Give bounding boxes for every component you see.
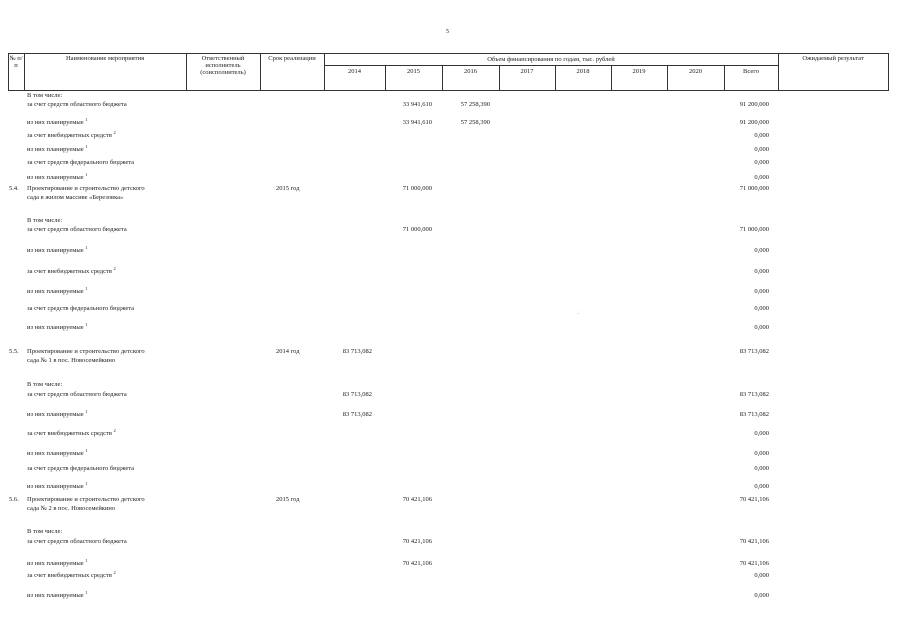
value-total: 0,000 — [754, 465, 769, 472]
row-name: за счет средств областного бюджета — [27, 101, 127, 108]
value-total: 0,000 — [754, 159, 769, 166]
row-name: сада в жилом массиве «Березовка» — [27, 194, 124, 201]
value-total: 0,000 — [754, 572, 769, 579]
header-year: 2016 — [464, 68, 477, 75]
footnote-mark: 1 — [85, 143, 88, 149]
value-total: 0,000 — [754, 132, 769, 139]
row-name: сада № 1 в пос. Новосемейкино — [27, 357, 116, 364]
row-name: из них планируемые $^1$ — [27, 244, 88, 254]
value-total: 70 421,106 — [739, 496, 769, 503]
value-2016: 57 258,390 — [460, 119, 490, 126]
footnote-mark: 2 — [113, 265, 116, 271]
header-no: № п/п — [9, 55, 23, 69]
value-2016: 57 258,390 — [460, 101, 490, 108]
header-term: Срок реализации — [268, 55, 316, 62]
row-name: из них планируемые $^1$ — [27, 171, 88, 181]
row-name: за счет внебюджетных средств $^2$ — [27, 569, 116, 579]
header-year: 2019 — [632, 68, 646, 75]
header-year: 2018 — [576, 68, 590, 75]
row-name: за счет средств федерального бюджета — [27, 465, 135, 472]
value-2015: 70 421,106 — [402, 496, 432, 503]
footnote-mark: 1 — [85, 321, 88, 327]
footnote-mark: 1 — [85, 480, 88, 486]
value-total: 70 421,106 — [739, 538, 769, 545]
row-name: за счет средств федерального бюджета — [27, 305, 135, 312]
header-year: 2014 — [348, 68, 361, 75]
value-total: 0,000 — [754, 268, 769, 275]
value-total: 0,000 — [754, 430, 769, 437]
footnote-mark: 2 — [113, 569, 116, 575]
header-funding: Объем финансирования по годам, тыс. рублей — [487, 56, 615, 63]
value-2015: 71 000,000 — [402, 226, 432, 233]
row-name: Проектирование и строительство детского — [27, 348, 145, 355]
row-name: из них планируемые $^1$ — [27, 480, 88, 490]
footnote-mark: 1 — [85, 171, 88, 177]
value-total: 0,000 — [754, 324, 769, 331]
value-2015: 70 421,106 — [402, 560, 432, 567]
header-year: 2015 — [407, 68, 420, 75]
header-bottom-rule — [8, 90, 888, 91]
value-2015: 33 941,610 — [402, 119, 432, 126]
row-name: сада № 2 в пос. Новосемейкино — [27, 505, 116, 512]
footnote-mark: 1 — [85, 285, 88, 291]
row-name: В том числе: — [27, 528, 63, 535]
row-name: за счет средств федерального бюджета — [27, 159, 135, 166]
row-name: за счет средств областного бюджета — [27, 538, 127, 545]
row-name: из них планируемые $^1$ — [27, 285, 88, 295]
value-total: 71 000,000 — [739, 226, 769, 233]
value-total: 0,000 — [754, 592, 769, 599]
header-total: Всего — [743, 68, 759, 75]
header-year: 2017 — [520, 68, 534, 75]
row-name: из них планируемые $^1$ — [27, 589, 88, 599]
header-year: 2020 — [689, 68, 702, 75]
value-total: 0,000 — [754, 174, 769, 181]
footnote-mark: 2 — [113, 129, 116, 135]
header-result: Ожидаемый результат — [802, 55, 864, 62]
header-mid-rule — [324, 65, 778, 66]
value-total: 83 713,082 — [739, 348, 769, 355]
row-name: за счет внебюджетных средств $^2$ — [27, 265, 116, 275]
row-name: из них планируемые $^1$ — [27, 143, 88, 153]
row-name: из них планируемые $^1$ — [27, 116, 88, 126]
row-term: 2015 год — [276, 496, 300, 503]
row-name: за счет внебюджетных средств $^2$ — [27, 129, 116, 139]
header-top-rule — [8, 53, 888, 54]
footnote-mark: 2 — [113, 427, 116, 433]
value-total: 0,000 — [754, 305, 769, 312]
row-name: Проектирование и строительство детского — [27, 496, 145, 503]
footnote-mark: 1 — [85, 589, 88, 595]
value-2015: 70 421,106 — [402, 538, 432, 545]
row-name: за счет средств областного бюджета — [27, 226, 127, 233]
row-name: Проектирование и строительство детского — [27, 185, 145, 192]
footnote-mark: 1 — [85, 116, 88, 122]
row-number: 5.4. — [9, 185, 19, 192]
row-name: из них планируемые $^1$ — [27, 557, 88, 567]
row-term: 2015 год — [276, 185, 300, 192]
row-number: 5.6. — [9, 496, 19, 503]
row-name: В том числе: — [27, 92, 63, 99]
footnote-mark: 1 — [85, 557, 88, 563]
row-name: за счет внебюджетных средств $^2$ — [27, 427, 116, 437]
header-name: Наименование мероприятия — [65, 55, 145, 62]
value-total: 0,000 — [754, 450, 769, 457]
value-total: 91 200,000 — [739, 119, 769, 126]
value-total: 70 421,106 — [739, 560, 769, 567]
row-number: 5.5. — [9, 348, 19, 355]
value-total: 0,000 — [754, 483, 769, 490]
value-total: 71 000,000 — [739, 185, 769, 192]
footnote-mark: 1 — [85, 447, 88, 453]
value-total: 0,000 — [754, 288, 769, 295]
row-term: 2014 год — [276, 348, 300, 355]
row-name: за счет средств областного бюджета — [27, 391, 127, 398]
value-2015: 33 941,610 — [402, 101, 432, 108]
footnote-mark: 1 — [85, 408, 88, 414]
col-divider — [888, 53, 889, 91]
value-2014: 83 713,082 — [342, 391, 372, 398]
row-name: из них планируемые $^1$ — [27, 408, 88, 418]
scan-mark: .: — [577, 311, 580, 316]
row-name: В том числе: — [27, 217, 63, 224]
header-responsible: Ответственный исполнитель (соисполнитель) — [200, 55, 246, 76]
row-name: В том числе: — [27, 381, 63, 388]
value-total: 83 713,082 — [739, 411, 769, 418]
row-name: из них планируемые $^1$ — [27, 447, 88, 457]
value-2014: 83 713,082 — [342, 411, 372, 418]
value-2014: 83 713,082 — [342, 348, 372, 355]
row-name: из них планируемые $^1$ — [27, 321, 88, 331]
value-total: 0,000 — [754, 247, 769, 254]
value-total: 91 200,000 — [739, 101, 769, 108]
footnote-mark: 1 — [85, 244, 88, 250]
value-total: 0,000 — [754, 146, 769, 153]
value-total: 83 713,082 — [739, 391, 769, 398]
page-number: 5 — [446, 29, 449, 35]
value-2015: 71 000,000 — [402, 185, 432, 192]
